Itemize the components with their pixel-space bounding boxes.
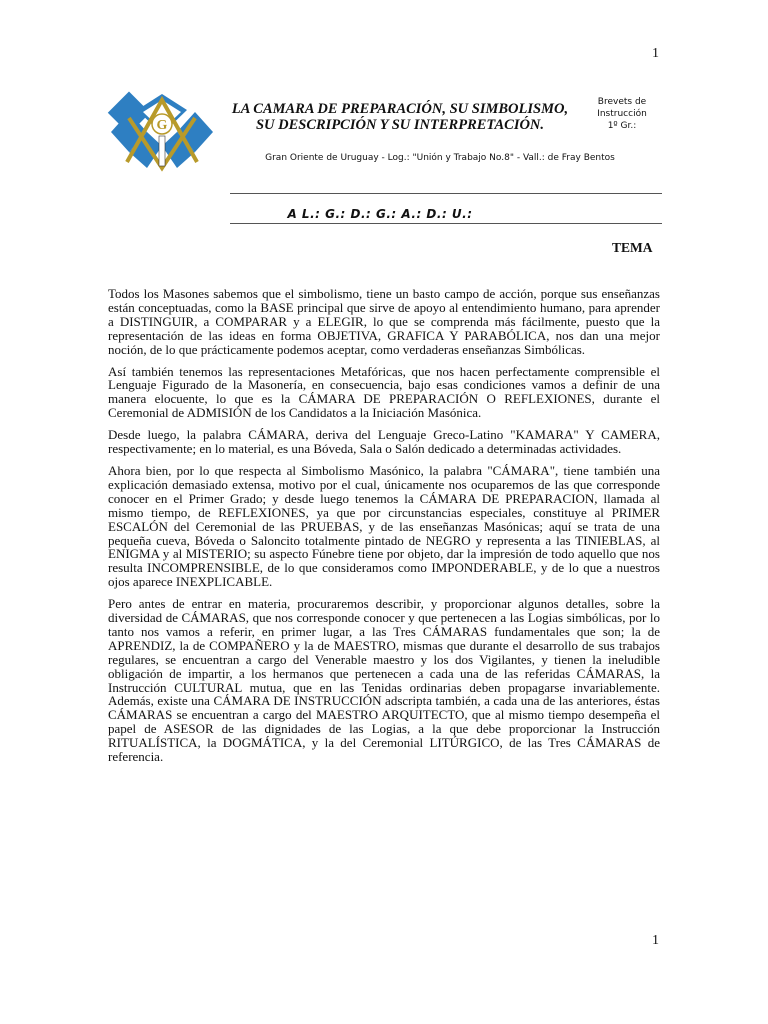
section-label: TEMA — [612, 240, 653, 255]
divider-bottom — [230, 223, 662, 224]
masonic-logo — [107, 90, 217, 174]
brevets-label — [592, 96, 652, 132]
paragraph: Ahora bien, por lo que respecta al Simbolismo Masónico, la palabra "CÁMARA", tiene también una explicación demasiado extensa, motivo por el cual, únicamente nos ocuparemos de las que corresponde conocer en el Primer Grado; y desde luego tenemos la CÁMARA DE PREPARACION, llamada al mismo tiempo, de REFLEXIONES, ya que por circunstancias especiales, constituye al PRIMER ESCALÓN del Ceremonial de las PRUEBAS, y de las enseñanzas Masónicas; aquí se trata de una pequeña cueva, Bóveda o Saloncito totalmente pintado de NEGRO y representa a las TINIEBLAS, al ENIGMA y al MISTERIO; su aspecto Fúnebre tiene por objeto, dar la impresión de todo aquello que nos resulta INCOMPRENSIBLE, de lo que consideramos como IMPONDERABLE, y de lo que a nuestros ojos aparece INEXPLICABLE. — [108, 462, 660, 590]
logo-letter: G — [156, 118, 168, 133]
brevets-line-3: 1º Gr.: — [607, 121, 637, 131]
body-text — [108, 287, 660, 772]
lodge-subtitle: Gran Oriente de Uruguay - Log.: "Unión y Trabajo No.8" - Vall.: de Fray Bentos — [265, 153, 615, 163]
paragraph: Desde luego, la palabra CÁMARA, deriva del Lenguaje Greco-Latino "KAMARA" Y CAMERA, respectivamente; en lo material, es una Bóveda, Sala o Salón dedicado a determinadas actividades. — [108, 427, 660, 457]
brevets-line-2: Instrucción — [597, 109, 647, 119]
document-title — [222, 101, 578, 133]
paragraph: Así también tenemos las representaciones Metafóricas, que nos hacen perfectamente comprensible el Lenguaje Figurado de la Masonería, en consecuencia, bajo esas condiciones vamos a definir de una manera elocuente, lo que es la CÁMARA DE PREPARACIÓN O REFLEXIONES, durante el Ceremonial de ADMISIÓN de los Candidatos a la Iniciación Masónica. — [108, 363, 660, 421]
invocation: A L.: G.: D.: G.: A.: D.: U.: — [287, 207, 473, 221]
paragraph: Todos los Masones sabemos que el simbolismo, tiene un basto campo de acción, porque sus enseñanzas están conceptuadas, como la BASE principal que sirve de apoyo al entendimiento humano, para aprender a DISTINGUIR, a COMPARAR y a ELEGIR, lo que se comprenda más fácilmente, puesto que la representación de las ideas en forma OBJETIVA, GRAFICA Y PARABÓLICA, nos dan una mejor noción, de lo que prácticamente podemos aceptar, como verdaderas enseñanzas Simbólicas. — [108, 286, 660, 357]
page-number-top: 1 — [652, 46, 659, 61]
title-line-2: SU DESCRIPCIÓN Y SU INTERPRETACIÓN. — [255, 117, 545, 133]
divider-top — [230, 193, 662, 194]
paragraph: Pero antes de entrar en materia, procuraremos describir, y proporcionar algunos detalles, sobre la diversidad de CÁMARAS, que nos corresponde conocer y que pertenecen a las Logias simbólicas, por lo tanto nos vamos a referir, en primer lugar, a las Tres CÁMARAS fundamentales que son; la de APRENDIZ, la de COMPAÑERO y la de MAESTRO, mismas que durante el desarrollo de sus trabajos regulares, se encuentran a cargo del Venerable maestro y los dos Vigilantes, y tienen la ineludible obligación de impartir, a los hermanos que pertenecen a cada una de las referidas CÁMARAS, la Instrucción CULTURAL mutua, que en las Tenidas ordinarias deben propagarse invariablemente. Además, existe una CÁMARA DE INSTRUCCIÓN adscripta también, a cada una de las anteriores, éstas CÁMARAS se encuentran a cargo del MAESTRO ARQUITECTO, que al mismo tiempo desempeña el papel de ASESOR de las dignidades de las Logias, a la que debe proporcionar la Instrucción RITUALÍSTICA, la DOGMÁTICA, y la del Ceremonial LITÚRGICO, de las Tres CÁMARAS de referencia. — [108, 596, 660, 765]
brevets-line-1: Brevets de — [597, 97, 647, 107]
page-number-bottom: 1 — [652, 933, 659, 948]
title-line-1: LA CAMARA DE PREPARACIÓN, SU SIMBOLISMO, — [231, 101, 569, 117]
